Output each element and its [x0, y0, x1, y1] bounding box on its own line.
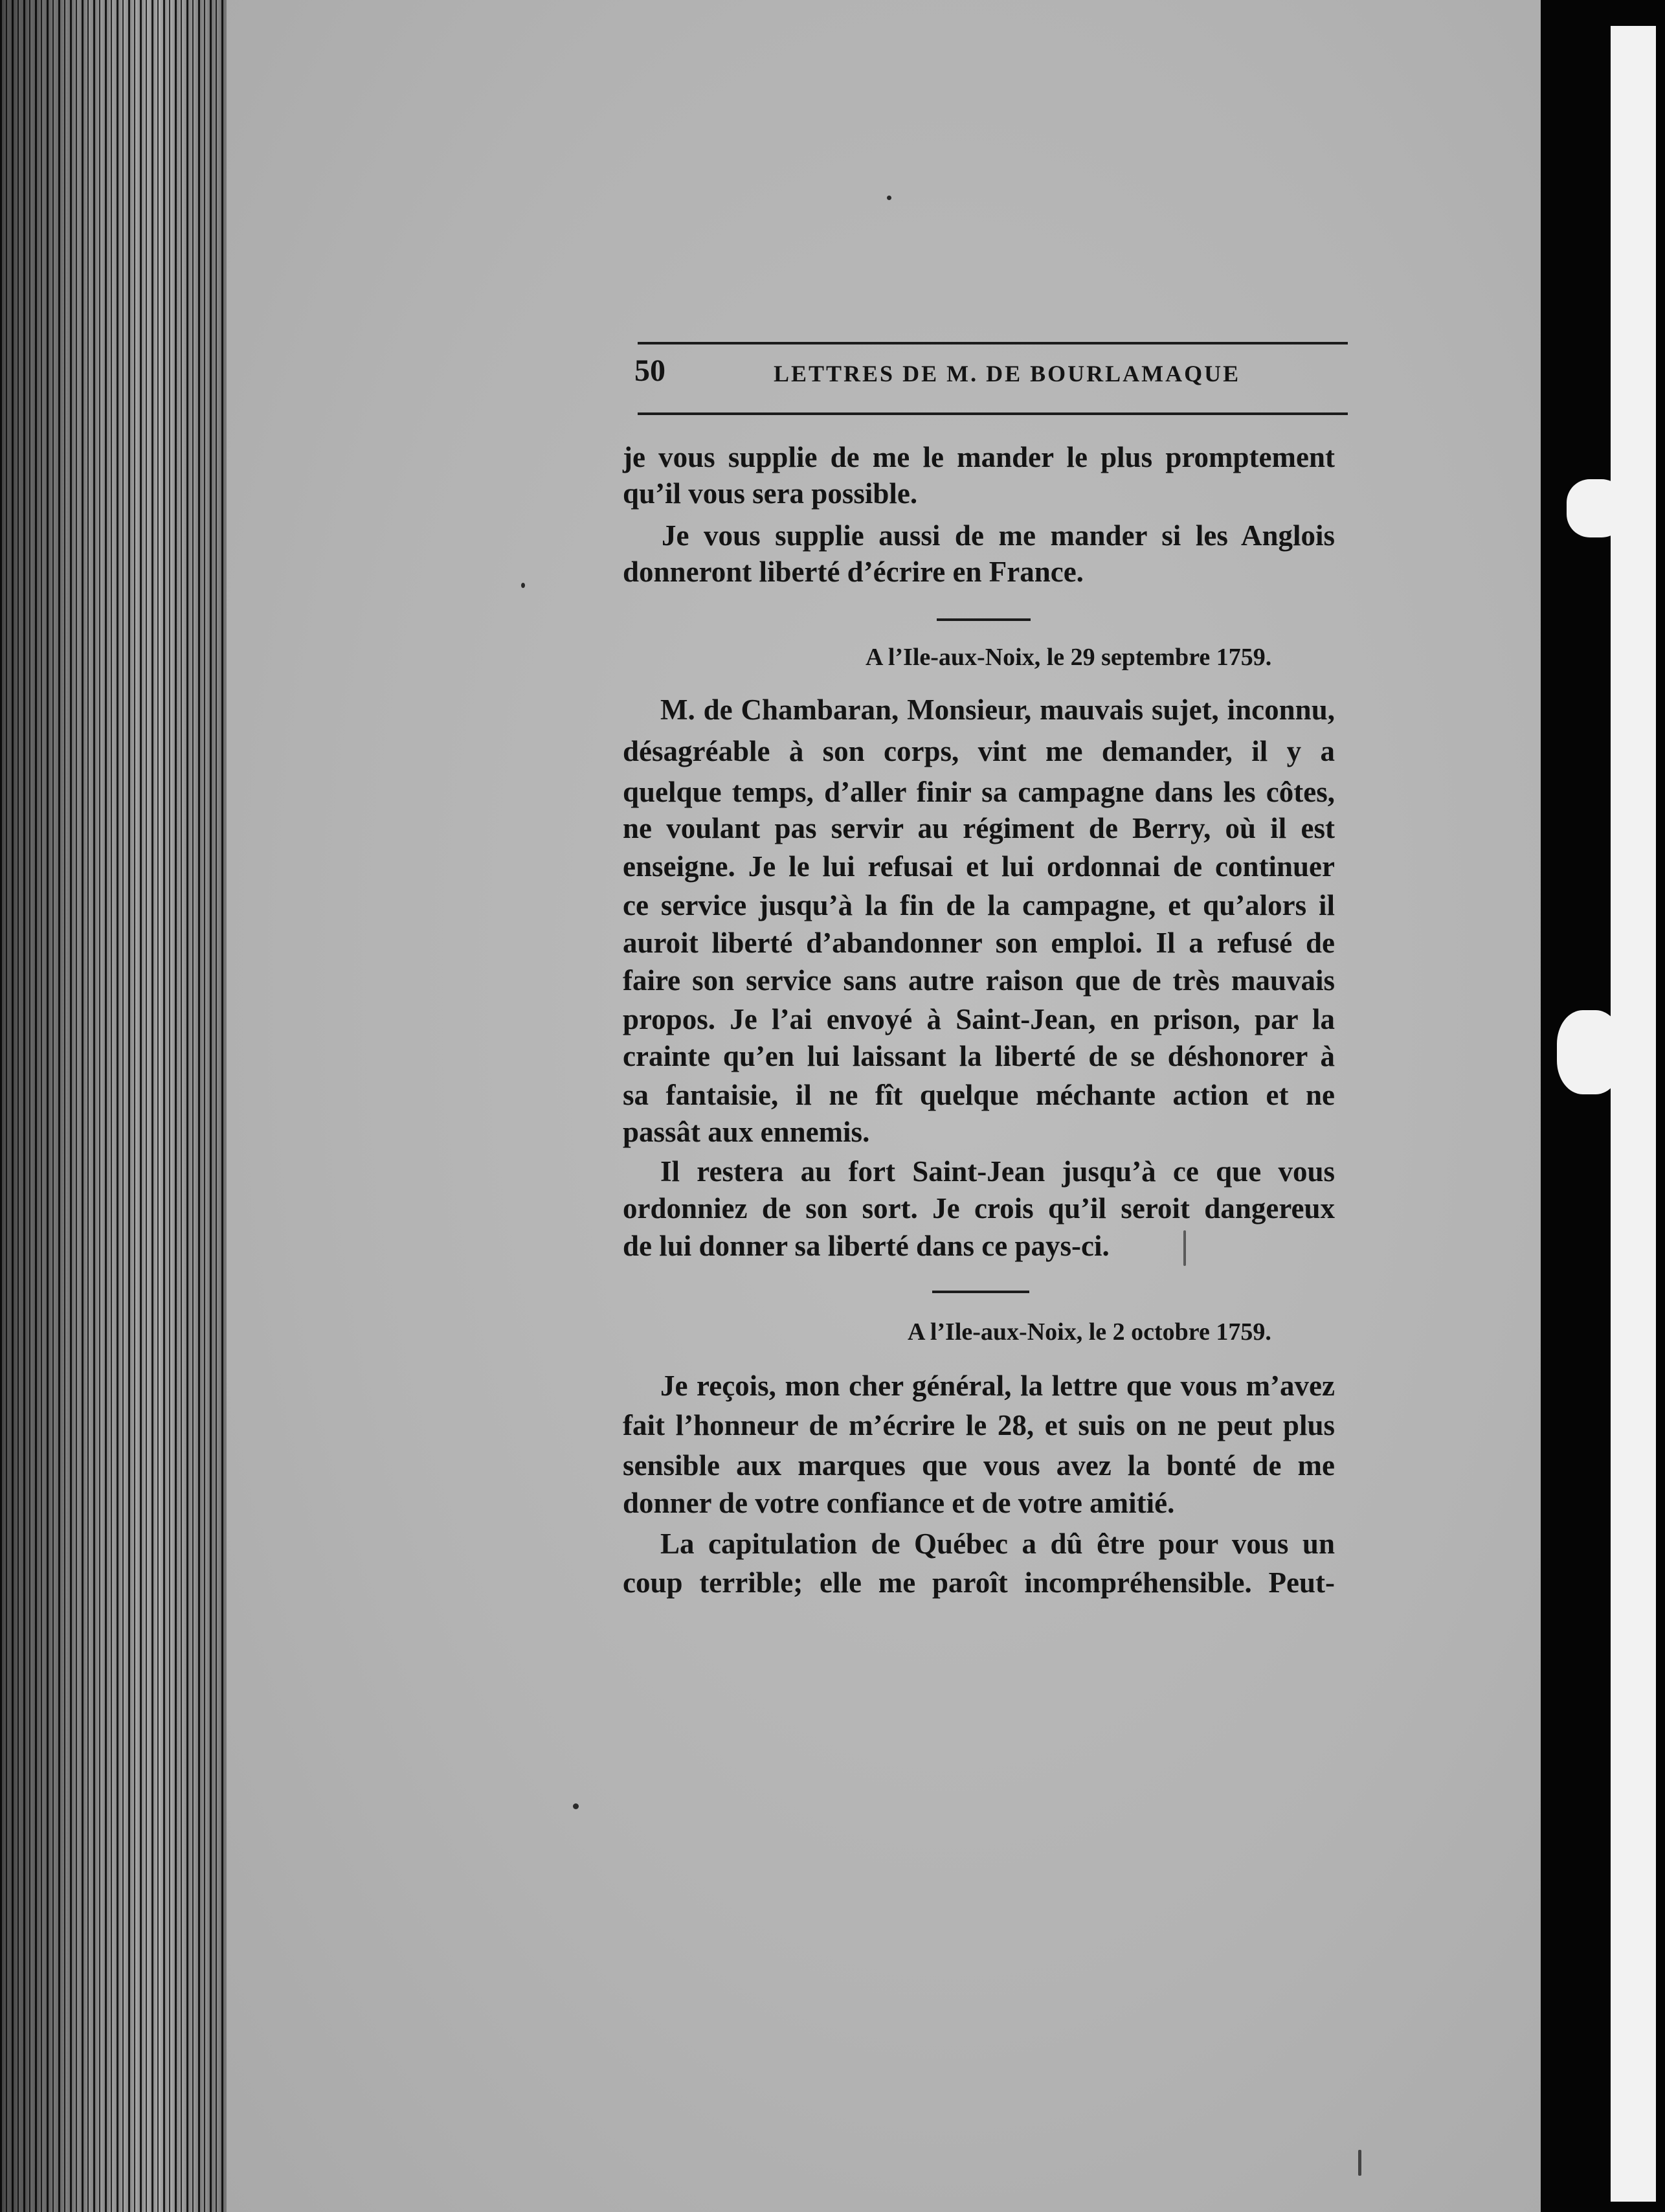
text-line: La capitulation de Québec a dû être pour vous un: [660, 1528, 1335, 1560]
letter-separator: [937, 618, 1031, 621]
letter-separator: [932, 1291, 1029, 1293]
running-title: LETTRES DE M. DE BOURLAMAQUE: [774, 361, 1241, 387]
scan-notch-upper: [1567, 479, 1625, 537]
text-line: propos. Je l’ai envoyé à Saint-Jean, en prison, par la: [623, 1003, 1335, 1035]
text-line: faire son service sans autre raison que de très mauvais: [623, 964, 1335, 997]
text-line: donner de votre confiance et de votre amitié.: [623, 1487, 1175, 1519]
scan-speck: [1183, 1230, 1186, 1266]
text-line: sa fantaisie, il ne fît quelque méchante action et ne: [623, 1079, 1335, 1111]
text-line: désagréable à son corps, vint me demander, il y a: [623, 735, 1335, 767]
text-line: passât aux ennemis.: [623, 1116, 870, 1148]
text-line: ce service jusqu’à la fin de la campagne, et qu’alors il: [623, 889, 1335, 921]
text-line: Je reçois, mon cher général, la lettre que vous m’avez: [660, 1370, 1335, 1402]
text-line: Il restera au fort Saint-Jean jusqu’à ce que vous: [660, 1155, 1335, 1188]
scan-speck: [521, 583, 525, 588]
text-line: quelque temps, d’aller finir sa campagne dans les côtes,: [623, 776, 1335, 808]
text-line: Je vous supplie aussi de me mander si les Anglois: [662, 519, 1335, 552]
letter-dateline: A l’Ile-aux-Noix, le 29 septembre 1759.: [866, 644, 1272, 671]
text-line: je vous supplie de me le mander le plus promptement: [623, 441, 1335, 473]
text-line: sensible aux marques que vous avez la bonté de me: [623, 1449, 1335, 1482]
text-line: ne voulant pas servir au régiment de Berry, où il est: [623, 812, 1335, 844]
text-line: enseigne. Je le lui refusai et lui ordonnai de continuer: [623, 850, 1335, 883]
text-line: fait l’honneur de m’écrire le 28, et suis on ne peut plus: [623, 1409, 1335, 1441]
text-line: donneront liberté d’écrire en France.: [623, 556, 1084, 588]
page-number: 50: [634, 354, 665, 388]
page-edges-shadow: [0, 0, 227, 2212]
letter-dateline: A l’Ile-aux-Noix, le 2 octobre 1759.: [908, 1318, 1271, 1346]
scan-notch-lower: [1557, 1010, 1622, 1094]
text-line: coup terrible; elle me paroît incompréhensible. Peut-: [623, 1566, 1335, 1599]
facing-page-strip: [1611, 26, 1656, 2202]
scan-speck: [887, 196, 891, 200]
text-line: de lui donner sa liberté dans ce pays-ci.: [623, 1230, 1110, 1262]
text-line: crainte qu’en lui laissant la liberté de se déshonorer à: [623, 1040, 1335, 1072]
text-line: auroit liberté d’abandonner son emploi. Il a refusé de: [623, 927, 1335, 959]
text-line: qu’il vous sera possible.: [623, 477, 918, 510]
scan-speck: [1358, 2150, 1361, 2176]
text-line: M. de Chambaran, Monsieur, mauvais sujet, inconnu,: [660, 694, 1335, 726]
text-line: ordonniez de son sort. Je crois qu’il seroit dangereux: [623, 1192, 1335, 1224]
body-text: [623, 0, 1341, 2212]
scan-speck: [573, 1803, 579, 1809]
